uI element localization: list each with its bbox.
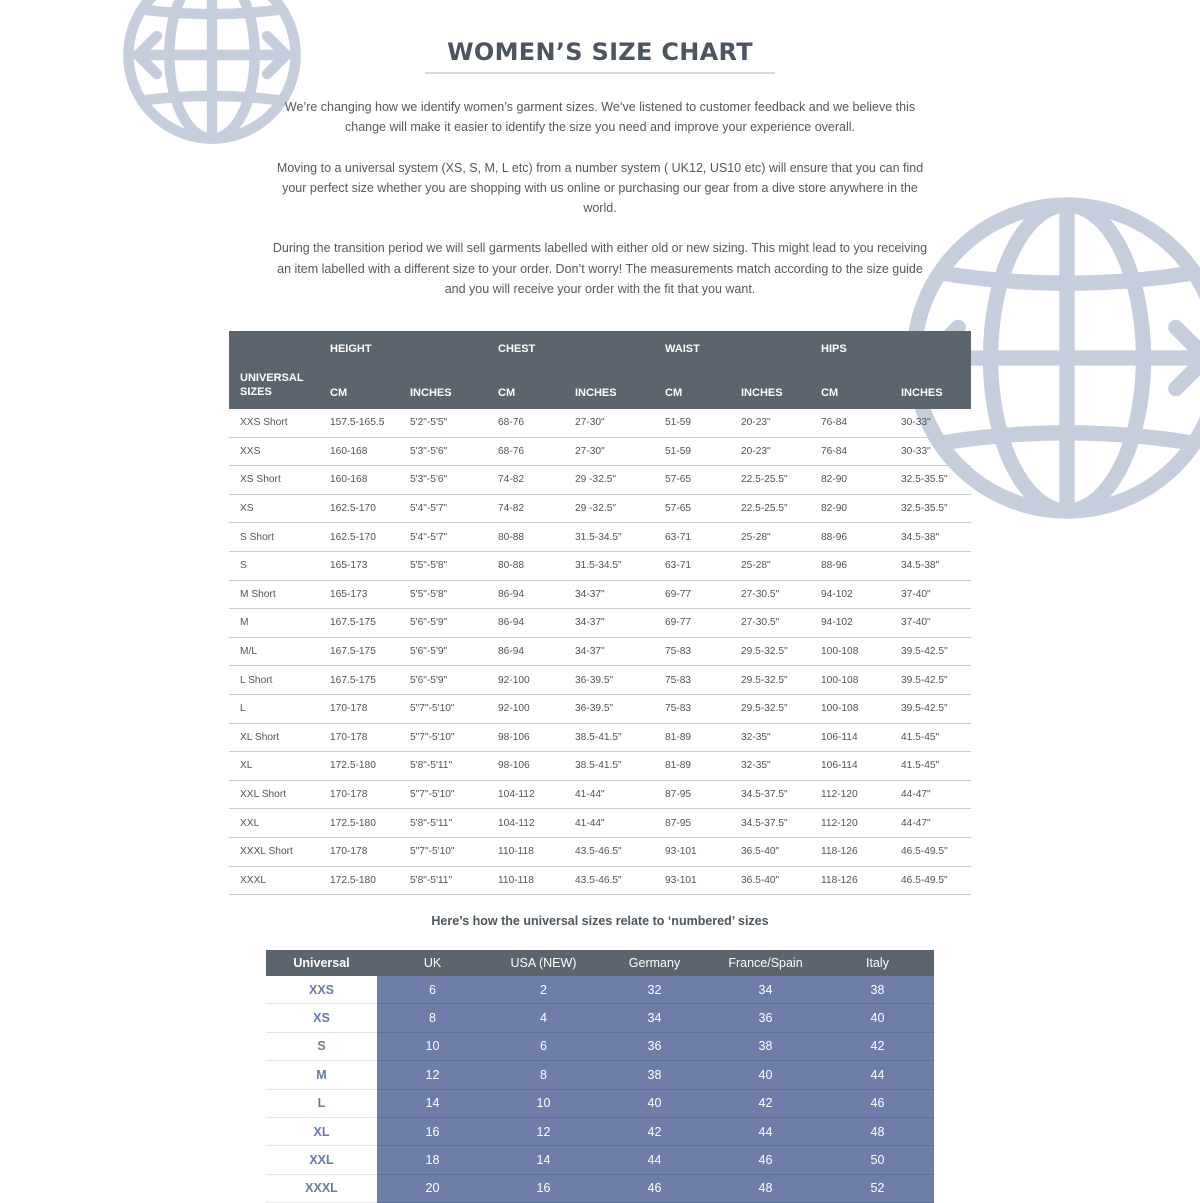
table-row <box>266 1146 934 1174</box>
numbered-size-cell: 6 <box>377 976 488 1004</box>
measurement-cell: 34.5-38" <box>890 523 971 552</box>
universal-size-cell: XXXL <box>266 1174 377 1202</box>
measurement-cell: 162.5-170 <box>319 494 399 523</box>
numbered-size-cell: 46 <box>599 1174 710 1202</box>
universal-size-cell: M <box>266 1061 377 1089</box>
unit-header: CM <box>810 355 890 409</box>
numbered-size-cell: 46 <box>710 1146 821 1174</box>
numbered-size-cell: 40 <box>821 1004 934 1032</box>
unit-header: INCHES <box>564 355 654 409</box>
table-row <box>229 809 971 838</box>
hips-header: HIPS <box>810 331 971 355</box>
measurement-cell: 87-95 <box>654 780 730 809</box>
universal-size-cell: S <box>266 1032 377 1060</box>
size-label-cell: XXL <box>229 809 319 838</box>
measurement-cell: 63-71 <box>654 523 730 552</box>
table-row <box>229 666 971 695</box>
measurement-cell: 167.5-175 <box>319 666 399 695</box>
measurement-cell: 31.5-34.5" <box>564 523 654 552</box>
numbered-size-cell: 42 <box>821 1032 934 1060</box>
measurement-cell: 172.5-180 <box>319 809 399 838</box>
universal-size-cell: XL <box>266 1117 377 1145</box>
measurement-cell: 69-77 <box>654 580 730 609</box>
measurement-cell: 172.5-180 <box>319 866 399 895</box>
measurement-cell: 46.5-49.5" <box>890 837 971 866</box>
measurement-cell: 20-23" <box>730 409 810 437</box>
measurement-cell: 41.5-45" <box>890 723 971 752</box>
numbered-size-cell: 14 <box>377 1089 488 1117</box>
table-row <box>266 1061 934 1089</box>
size-label-cell: M <box>229 609 319 638</box>
measurement-cell: 92-100 <box>487 666 564 695</box>
numbered-size-cell: 44 <box>599 1146 710 1174</box>
numbered-size-cell: 36 <box>599 1032 710 1060</box>
numbered-size-cell: 46 <box>821 1089 934 1117</box>
measurement-cell: 36.5-40" <box>730 837 810 866</box>
title-divider <box>425 72 775 74</box>
numbered-size-cell: 40 <box>599 1089 710 1117</box>
size-label-cell: XL Short <box>229 723 319 752</box>
measurement-cell: 57-65 <box>654 494 730 523</box>
measurement-cell: 170-178 <box>319 694 399 723</box>
numbered-size-cell: 34 <box>710 976 821 1004</box>
measurement-cell: 27-30.5" <box>730 580 810 609</box>
measurement-cell: 34-37" <box>564 580 654 609</box>
size-label-cell: XS <box>229 494 319 523</box>
measurement-cell: 86-94 <box>487 580 564 609</box>
unit-header: CM <box>654 355 730 409</box>
measurement-cell: 74-82 <box>487 494 564 523</box>
table-row <box>229 494 971 523</box>
measurement-cell: 69-77 <box>654 609 730 638</box>
measurement-cell: 36-39.5" <box>564 666 654 695</box>
numbered-size-cell: 42 <box>599 1117 710 1145</box>
table-row <box>266 1089 934 1117</box>
table-row <box>229 409 971 437</box>
size-label-cell: M/L <box>229 637 319 666</box>
chest-header: CHEST <box>487 331 654 355</box>
measurement-cell: 27-30" <box>564 409 654 437</box>
numbered-size-cell: 52 <box>821 1174 934 1202</box>
measurement-cell: 170-178 <box>319 780 399 809</box>
numbered-size-cell: 8 <box>377 1004 488 1032</box>
measurement-cell: 22.5-25.5" <box>730 494 810 523</box>
measurement-cell: 36-39.5" <box>564 694 654 723</box>
measurement-cell: 29.5-32.5" <box>730 637 810 666</box>
measurement-cell: 160-168 <box>319 437 399 466</box>
measurement-cell: 37-40" <box>890 580 971 609</box>
numbered-size-cell: 10 <box>377 1032 488 1060</box>
measurement-cell: 157.5-165.5 <box>319 409 399 437</box>
measurement-cell: 98-106 <box>487 723 564 752</box>
measurement-cell: 32.5-35.5" <box>890 494 971 523</box>
measurement-cell: 5'8"-5'11" <box>399 809 487 838</box>
table-row <box>229 437 971 466</box>
measurement-cell: 74-82 <box>487 466 564 495</box>
measurement-cell: 44-47" <box>890 809 971 838</box>
size-label-cell: XXL Short <box>229 780 319 809</box>
table-row <box>229 694 971 723</box>
size-label-cell: S <box>229 551 319 580</box>
measurement-cell: 5"7"-5'10" <box>399 780 487 809</box>
measurement-cell: 5'8"-5'11" <box>399 866 487 895</box>
numbered-size-cell: 44 <box>710 1117 821 1145</box>
height-header: HEIGHT <box>319 331 487 355</box>
measurement-cell: 172.5-180 <box>319 752 399 781</box>
intro-text <box>270 97 930 319</box>
table-row <box>229 837 971 866</box>
numbered-size-cell: 32 <box>599 976 710 1004</box>
measurement-cell: 46.5-49.5" <box>890 866 971 895</box>
waist-header: WAIST <box>654 331 810 355</box>
measurement-cell: 32.5-35.5" <box>890 466 971 495</box>
measurement-cell: 112-120 <box>810 809 890 838</box>
measurement-cell: 44-47" <box>890 780 971 809</box>
table-row <box>229 723 971 752</box>
measurement-cell: 112-120 <box>810 780 890 809</box>
measurement-cell: 167.5-175 <box>319 609 399 638</box>
measurement-cell: 30-33" <box>890 409 971 437</box>
measurement-cell: 100-108 <box>810 666 890 695</box>
measurement-cell: 75-83 <box>654 666 730 695</box>
numbered-size-cell: 8 <box>488 1061 599 1089</box>
measurement-cell: 34.5-38" <box>890 551 971 580</box>
measurement-cell: 30-33" <box>890 437 971 466</box>
table-row <box>229 609 971 638</box>
measurement-cell: 5'5"-5'8" <box>399 580 487 609</box>
numbered-size-cell: 40 <box>710 1061 821 1089</box>
measurement-cell: 170-178 <box>319 837 399 866</box>
measurement-cell: 100-108 <box>810 694 890 723</box>
numbered-size-cell: 50 <box>821 1146 934 1174</box>
numbered-size-cell: 2 <box>488 976 599 1004</box>
measurement-cell: 51-59 <box>654 409 730 437</box>
numbered-size-cell: 38 <box>710 1032 821 1060</box>
table-row <box>266 1032 934 1060</box>
measurement-cell: 5'4"-5'7" <box>399 494 487 523</box>
conversion-table <box>266 950 934 1203</box>
measurement-cell: 82-90 <box>810 466 890 495</box>
measurement-cell: 86-94 <box>487 609 564 638</box>
table-row <box>229 637 971 666</box>
universal-size-cell: XXS <box>266 976 377 1004</box>
measurement-cell: 34-37" <box>564 637 654 666</box>
measurement-cell: 92-100 <box>487 694 564 723</box>
measurement-cell: 5'6"-5'9" <box>399 637 487 666</box>
universal-size-cell: XXL <box>266 1146 377 1174</box>
measurement-cell: 75-83 <box>654 694 730 723</box>
universal-size-cell: XS <box>266 1004 377 1032</box>
numbered-size-cell: 16 <box>377 1117 488 1145</box>
measurement-cell: 34-37" <box>564 609 654 638</box>
measurement-cell: 34.5-37.5" <box>730 809 810 838</box>
measurement-cell: 34.5-37.5" <box>730 780 810 809</box>
numbered-size-cell: 4 <box>488 1004 599 1032</box>
numbered-size-cell: 18 <box>377 1146 488 1174</box>
measurement-cell: 27-30.5" <box>730 609 810 638</box>
measurement-cell: 81-89 <box>654 752 730 781</box>
measurement-cell: 5'5"-5'8" <box>399 551 487 580</box>
size-label-cell: L <box>229 694 319 723</box>
measurement-cell: 5'3"-5'6" <box>399 466 487 495</box>
measurement-cell: 76-84 <box>810 409 890 437</box>
measurement-cell: 110-118 <box>487 837 564 866</box>
measurement-cell: 32-35" <box>730 752 810 781</box>
measurement-cell: 22.5-25.5" <box>730 466 810 495</box>
measurement-cell: 57-65 <box>654 466 730 495</box>
page-title: WOMEN’S SIZE CHART <box>447 38 753 66</box>
measurement-cell: 39.5-42.5" <box>890 637 971 666</box>
numbered-size-cell: 42 <box>710 1089 821 1117</box>
intro-paragraph: Moving to a universal system (XS, S, M, L etc) from a number system ( UK12, US10 etc) will ensure that you can find your perfect size whether you are shopping with us online or purchasing our gear from a dive store anywhere in the world. <box>276 160 924 216</box>
measurement-cell: 165-173 <box>319 580 399 609</box>
measurement-cell: 100-108 <box>810 637 890 666</box>
size-label-cell: XXS <box>229 437 319 466</box>
numbered-size-cell: 34 <box>599 1004 710 1032</box>
size-label-cell: XXXL <box>229 866 319 895</box>
size-label-cell: L Short <box>229 666 319 695</box>
measurement-cell: 63-71 <box>654 551 730 580</box>
numbered-size-cell: 14 <box>488 1146 599 1174</box>
numbered-size-cell: 12 <box>488 1117 599 1145</box>
table-row <box>229 866 971 895</box>
measurement-cell: 87-95 <box>654 809 730 838</box>
measurement-cell: 43.5-46.5" <box>564 837 654 866</box>
measurement-cell: 5'3"-5'6" <box>399 437 487 466</box>
table-row <box>229 523 971 552</box>
table-row <box>229 780 971 809</box>
numbered-size-cell: 48 <box>710 1174 821 1202</box>
measurement-cell: 41-44" <box>564 780 654 809</box>
measurement-cell: 5"7"-5'10" <box>399 694 487 723</box>
size-label-cell: XXXL Short <box>229 837 319 866</box>
measurement-cell: 29.5-32.5" <box>730 666 810 695</box>
measurement-cell: 104-112 <box>487 780 564 809</box>
measurement-cell: 68-76 <box>487 437 564 466</box>
unit-header: INCHES <box>730 355 810 409</box>
conversion-header: Universal <box>266 950 377 976</box>
measurement-cell: 51-59 <box>654 437 730 466</box>
measurement-cell: 37-40" <box>890 609 971 638</box>
measurement-cell: 41-44" <box>564 809 654 838</box>
measurement-cell: 38.5-41.5" <box>564 752 654 781</box>
measurement-cell: 27-30" <box>564 437 654 466</box>
measurement-cell: 93-101 <box>654 866 730 895</box>
measurement-cell: 39.5-42.5" <box>890 666 971 695</box>
measurement-cell: 93-101 <box>654 837 730 866</box>
universal-size-cell: L <box>266 1089 377 1117</box>
table-row <box>266 1174 934 1202</box>
measurement-cell: 104-112 <box>487 809 564 838</box>
intro-paragraph: We’re changing how we identify women’s garment sizes. We’ve listened to customer feedback and we believe this change will make it easier to identify the size you need and improve your experience overall. <box>284 100 916 135</box>
conversion-header: Germany <box>599 950 710 976</box>
measurement-cell: 82-90 <box>810 494 890 523</box>
measurement-cell: 36.5-40" <box>730 866 810 895</box>
measurement-cell: 5'8"-5'11" <box>399 752 487 781</box>
measurement-cell: 5'4"-5'7" <box>399 523 487 552</box>
measurement-cell: 118-126 <box>810 866 890 895</box>
measurement-cell: 39.5-42.5" <box>890 694 971 723</box>
measurement-cell: 38.5-41.5" <box>564 723 654 752</box>
measurement-cell: 25-28" <box>730 523 810 552</box>
measurement-cell: 29 -32.5" <box>564 494 654 523</box>
numbered-size-cell: 6 <box>488 1032 599 1060</box>
measurement-cell: 160-168 <box>319 466 399 495</box>
measurement-cell: 106-114 <box>810 752 890 781</box>
conversion-heading: Here’s how the universal sizes relate to ‘numbered’ sizes <box>431 914 769 928</box>
size-table <box>229 331 971 895</box>
measurement-cell: 41.5-45" <box>890 752 971 781</box>
measurement-cell: 167.5-175 <box>319 637 399 666</box>
size-label-cell: M Short <box>229 580 319 609</box>
numbered-size-cell: 16 <box>488 1174 599 1202</box>
table-row <box>266 976 934 1004</box>
measurement-cell: 68-76 <box>487 409 564 437</box>
table-row <box>229 752 971 781</box>
measurement-cell: 88-96 <box>810 551 890 580</box>
measurement-cell: 43.5-46.5" <box>564 866 654 895</box>
size-label-cell: XL <box>229 752 319 781</box>
size-label-cell: XXS Short <box>229 409 319 437</box>
numbered-size-cell: 38 <box>821 976 934 1004</box>
measurement-cell: 94-102 <box>810 609 890 638</box>
size-label-cell: XS Short <box>229 466 319 495</box>
table-row <box>229 580 971 609</box>
measurement-cell: 5"7"-5'10" <box>399 837 487 866</box>
measurement-cell: 170-178 <box>319 723 399 752</box>
measurement-cell: 5'6"-5'9" <box>399 666 487 695</box>
conversion-header: France/Spain <box>710 950 821 976</box>
numbered-size-cell: 20 <box>377 1174 488 1202</box>
measurement-cell: 94-102 <box>810 580 890 609</box>
measurement-cell: 162.5-170 <box>319 523 399 552</box>
measurement-cell: 86-94 <box>487 637 564 666</box>
measurement-cell: 20-23" <box>730 437 810 466</box>
table-row <box>229 551 971 580</box>
measurement-cell: 88-96 <box>810 523 890 552</box>
measurement-cell: 76-84 <box>810 437 890 466</box>
numbered-size-cell: 36 <box>710 1004 821 1032</box>
numbered-size-cell: 12 <box>377 1061 488 1089</box>
measurement-cell: 75-83 <box>654 637 730 666</box>
numbered-size-cell: 38 <box>599 1061 710 1089</box>
numbered-size-cell: 48 <box>821 1117 934 1145</box>
measurement-cell: 110-118 <box>487 866 564 895</box>
unit-header: INCHES <box>399 355 487 409</box>
measurement-cell: 106-114 <box>810 723 890 752</box>
measurement-cell: 165-173 <box>319 551 399 580</box>
numbered-size-cell: 10 <box>488 1089 599 1117</box>
measurement-cell: 32-35" <box>730 723 810 752</box>
table-row <box>266 1004 934 1032</box>
intro-paragraph: During the transition period we will sell garments labelled with either old or new sizing. This might lead to you receiving an item labelled with a different size to your order. Don’t worry! The measurements match according to the size guide and you will receive your order with the fit that you want. <box>272 241 928 297</box>
measurement-cell: 80-88 <box>487 523 564 552</box>
numbered-size-cell: 44 <box>821 1061 934 1089</box>
unit-header: CM <box>487 355 564 409</box>
measurement-cell: 98-106 <box>487 752 564 781</box>
conversion-header: Italy <box>821 950 934 976</box>
measurement-cell: 29.5-32.5" <box>730 694 810 723</box>
universal-sizes-header: UNIVERSAL SIZES <box>229 331 319 409</box>
measurement-cell: 5"7"-5'10" <box>399 723 487 752</box>
unit-header: CM <box>319 355 399 409</box>
size-label-cell: S Short <box>229 523 319 552</box>
measurement-cell: 5'2"-5'5" <box>399 409 487 437</box>
measurement-cell: 29 -32.5" <box>564 466 654 495</box>
measurement-cell: 31.5-34.5" <box>564 551 654 580</box>
conversion-header: UK <box>377 950 488 976</box>
unit-header: INCHES <box>890 355 971 409</box>
measurement-cell: 118-126 <box>810 837 890 866</box>
table-row <box>229 466 971 495</box>
conversion-header: USA (NEW) <box>488 950 599 976</box>
measurement-cell: 80-88 <box>487 551 564 580</box>
table-row <box>266 1117 934 1145</box>
measurement-cell: 81-89 <box>654 723 730 752</box>
measurement-cell: 5'6"-5'9" <box>399 609 487 638</box>
measurement-cell: 25-28" <box>730 551 810 580</box>
